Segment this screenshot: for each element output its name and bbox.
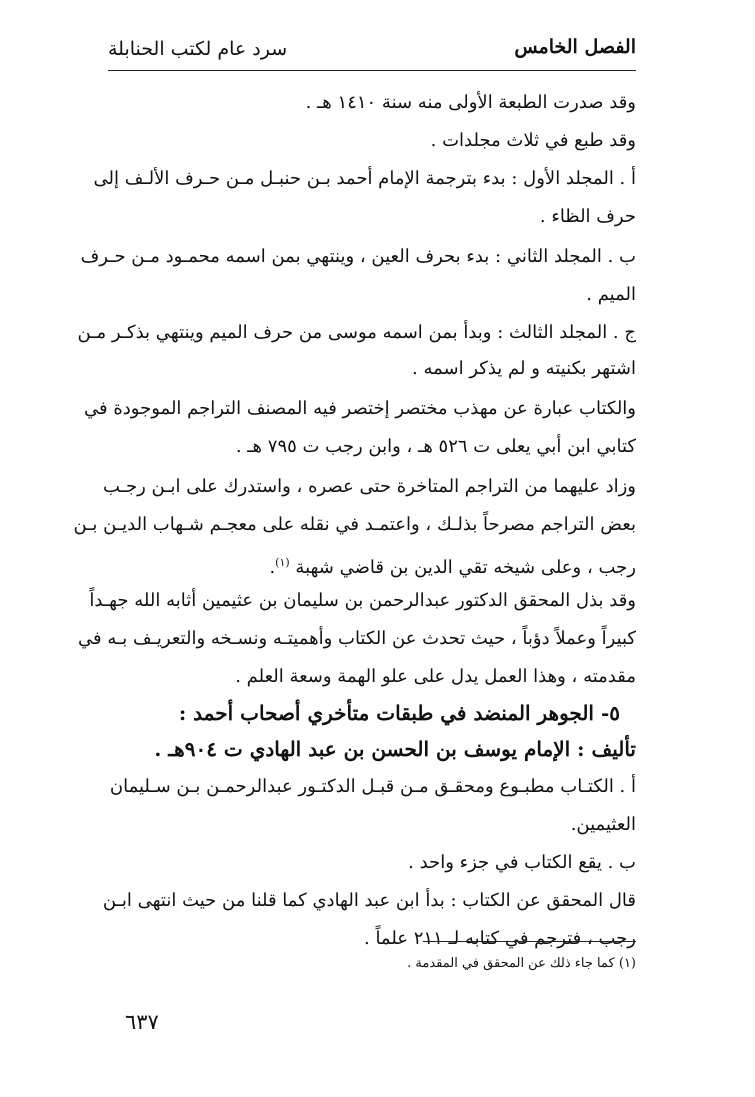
text-line: أ . المجلد الأول : بدء بترجمة الإمام أحمد بـن حنبـل مـن حـرف الألـف إلى [93,168,636,189]
footnote-marker: (١) [275,556,290,569]
text-line: قال المحقق عن الكتاب : بدأ ابن عبد الهادي كما قلنا من حيث انتهى ابـن [102,890,636,911]
text-line: ب . يقع الكتاب في جزء واحد . [408,852,636,873]
header-divider [108,70,636,71]
text-line: العثيمين. [570,814,636,835]
text-line: والكتاب عبارة عن مهذب مختصر إختصر فيه المصنف التراجم الموجودة في [84,398,636,419]
text-line: كبيراً وعملاً دؤباً ، حيث تحدث عن الكتاب وأهميتـه ونسـخه والتعريـف بـه في [78,628,636,649]
text-line: رجب ، فترجم في كتابه لـ ٢١١ علماً . [364,928,636,949]
footnote: (١) كما جاء ذلك عن المحقق في المقدمة . [407,956,636,971]
text-line: ب . المجلد الثاني : بدء بحرف العين ، وينتهي بمن اسمه محمـود مـن حـرف [80,246,636,267]
text-line: مقدمته ، وهذا العمل يدل على علو الهمة وسعة العلم . [235,666,636,687]
page-number: ٦٣٧ [125,1010,159,1034]
text-line: بعض التراجم مصرحاً بذلـك ، واعتمـد في نقله على معجـم شـهاب الديـن بـن [73,514,636,535]
text-line: وزاد عليهما من التراجم المتاخرة حتى عصره ، واستدرك على ابـن رجـب [103,476,636,497]
text-line: وقد صدرت الطبعة الأولى منه سنة ١٤١٠ هـ . [305,92,636,113]
text-line: أ . الكتـاب مطبـوع ومحقـق مـن قبـل الدكتـور عبدالرحمـن بـن سـليمان [109,776,636,797]
section-heading: ٥- الجوهر المنضد في طبقات متأخري أصحاب أحمد : [178,701,620,725]
text-line: حرف الظاء . [539,206,636,227]
section-title: سرد عام لكتب الحنابلة [108,38,288,60]
text-line: ج . المجلد الثالث : وبدأ بمن اسمه موسى من حرف الميم وينتهي بذكـر مـن [77,322,636,343]
author-line: تأليف : الإمام يوسف بن الحسن بن عبد الهادي ت ٩٠٤هـ . [154,737,636,761]
text-line: اشتهر بكنيته و لم يذكر اسمه . [412,358,636,379]
text-line: وقد بذل المحقق الدكتور عبدالرحمن بن سليمان بن عثيمين أثابه الله جهـداً [89,590,636,611]
text-line: كتابي ابن أبي يعلى ت ٥٢٦ هـ ، وابن رجب ت ٧٩٥ هـ . [235,436,636,457]
text-line: الميم . [586,284,636,305]
text-line: رجب ، وعلى شيخه تقي الدين بن قاضي شهبة $^{(١)}$. [269,556,636,578]
footnote-divider [423,941,636,942]
running-header [108,36,636,70]
chapter-title: الفصل الخامس [514,36,636,58]
text-line-content: رجب ، وعلى شيخه تقي الدين بن قاضي شهبة [295,557,636,578]
text-line: وقد طبع في ثلاث مجلدات . [430,130,636,151]
